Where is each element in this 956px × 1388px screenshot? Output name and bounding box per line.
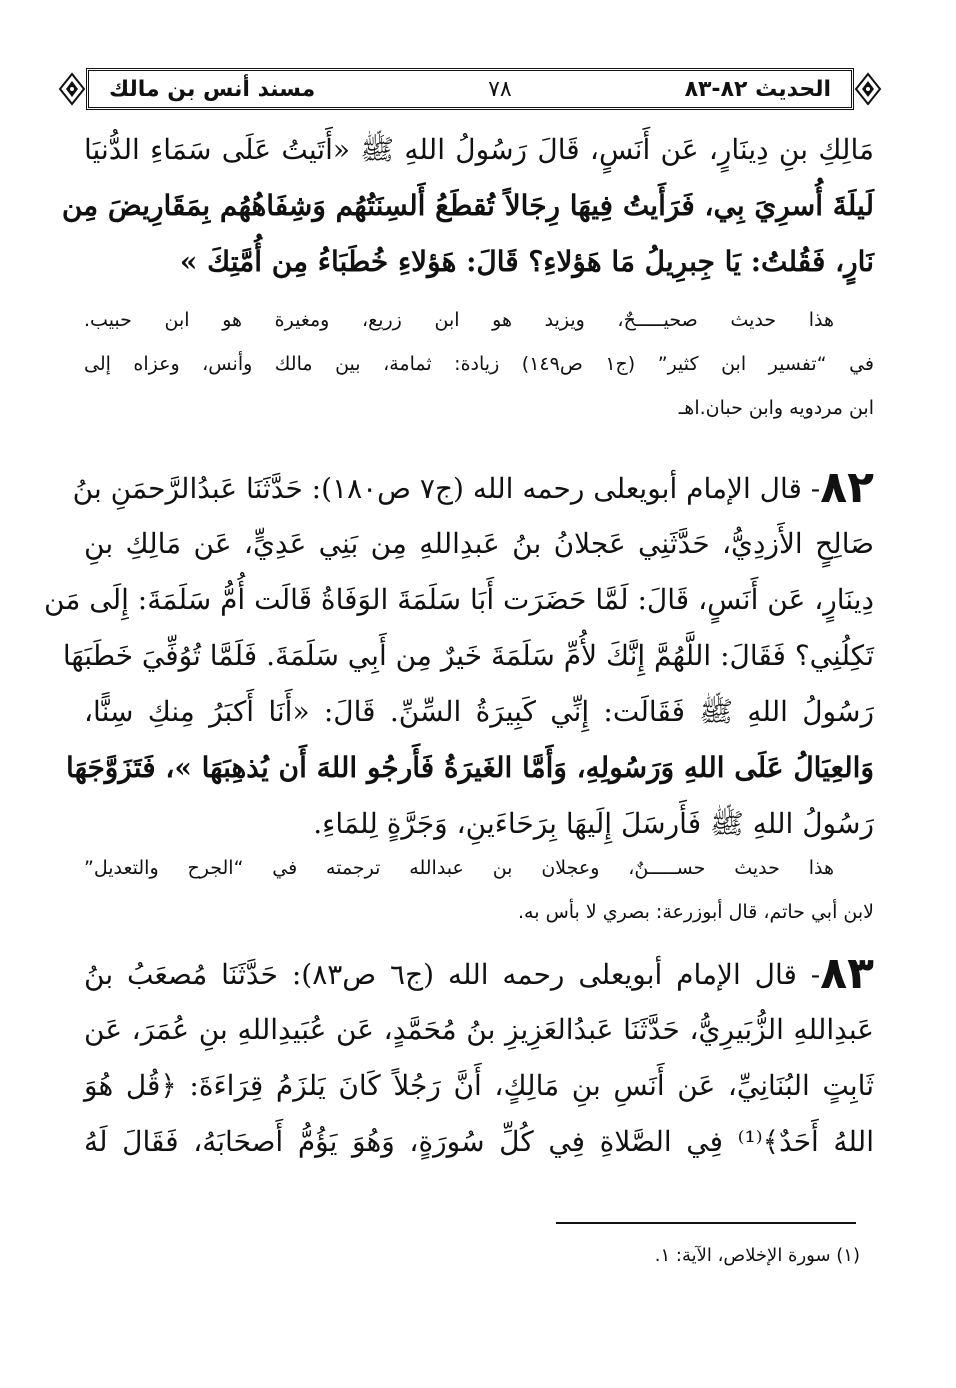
text-line: مَالِكِ بنِ دِينَارٍ، عَن أَنَسٍ، قَالَ رَسُولُ اللهِ ﷺ «أَتَيتُ عَلَى سَمَاءِ الدُّنيَا xyxy=(84,133,874,166)
text-line: رَسُولُ اللهِ ﷺ فَقَالَت: إِنِّي كَبِيرَةُ السِّنِّ. قَالَ: «أَنَا أَكبَرُ مِنكِ سِنًّا، xyxy=(84,695,874,728)
hadith-first-line xyxy=(72,460,874,516)
hadith-82-commentary xyxy=(84,846,874,934)
text-line: نَارٍ، فَقُلتُ: يَا جِبرِيلُ مَا هَؤلاءِ؟ قَالَ: هَؤلاءِ خُطَبَاءُ مِن أُمَّتِكَ » xyxy=(179,245,874,278)
text-line: لابن أبي حاتم، قال أبوزرعة: بصري لا بأس به. xyxy=(518,901,874,923)
text-line: في “تفسير ابن كثير” (ج١ ص١٤٩) زيادة: ثمامة، بين مالك وأنس، وعزاه إلى xyxy=(84,353,874,375)
text-line: صَالِحٍ الأَزدِيُّ، حَدَّثَنِي عَجلانُ بنُ عَبدِاللهِ مِن بَنِي عَدِيٍّ، عَن مَالِكِ بنِ xyxy=(84,527,875,560)
text-line: تَكِلُنِي؟ فَقَالَ: اللَّهُمَّ إِنَّكَ لأُمِّ سَلَمَةَ خَيرٌ مِن أَبِي سَلَمَةَ. فَلَمَّا تُوُفِّيَ خَطَبَهَا xyxy=(62,639,874,672)
ornament-icon xyxy=(854,70,882,108)
footnote-divider xyxy=(556,1222,856,1224)
header-book-title: مسند أنس بن مالك xyxy=(109,76,316,102)
ornament-icon xyxy=(58,70,86,108)
footnote: (١) سورة الإخلاص، الآية: ١. xyxy=(654,1245,860,1266)
text-line: - قال الإمام أبويعلى رحمه الله (ج٧ ص١٨٠): حَدَّثَنَا عَبدُالرَّحمَنِ بنُ xyxy=(72,472,821,505)
text-line: لَيلَةَ أُسرِيَ بِي، فَرَأَيتُ فِيهَا رِجَالاً تُقطَعُ أَلسِنَتُهُم وَشِفَاهُهُم بِمَقَارِيضَ مِن xyxy=(61,189,874,222)
header-box xyxy=(86,68,854,110)
hadith-81-commentary xyxy=(84,298,874,430)
text-line: ثَابِتٍ البُنَانِيِّ، عَن أَنَسِ بنِ مَالِكٍ، أَنَّ رَجُلاً كَانَ يَلزَمُ قِرَاءَةَ: ﴿قُل هُوَ xyxy=(84,1069,874,1102)
text-line: وَالعِيَالُ عَلَى اللهِ وَرَسُولِهِ، وَأَمَّا الغَيرَةُ فَأَرجُو اللهَ أَن يُذهِبَهَا »، فَتَزَوَّجَهَا xyxy=(66,751,874,784)
hadith-number: ٨٢ xyxy=(820,462,874,513)
page-number: ٧٨ xyxy=(488,76,512,102)
hadith-first-line xyxy=(84,946,874,1002)
hadith-82-text xyxy=(44,460,875,852)
text-line: ابن مردويه وابن حبان.اهـ xyxy=(678,397,874,419)
page-header xyxy=(58,68,882,110)
hadith-83-text xyxy=(84,946,874,1170)
text-line: - قال الإمام أبويعلى رحمه الله (ج٦ ص٨٣): حَدَّثَنَا مُصعَبُ بنُ xyxy=(84,958,821,991)
header-hadith-range: الحديث ٨٢-٨٣ xyxy=(684,76,831,102)
hadith-81-text xyxy=(61,122,874,290)
text-line: هذا حديث صحيـــــحٌ، ويزيد هو ابن زريع، ومغيرة هو ابن حبيب. xyxy=(84,309,834,331)
text-line: دِينَارٍ، عَن أَنَسٍ، قَالَ: لَمَّا حَضَرَت أَبَا سَلَمَةَ الوَفَاةُ قَالَت أُمُّ سَلَمَةَ: إِلَى مَن xyxy=(44,583,874,616)
text-line: هذا حديث حســـــنٌ، وعجلان بن عبدالله ترجمته في “الجرح والتعديل” xyxy=(84,857,834,879)
hadith-number: ٨٣ xyxy=(820,948,874,999)
text-line: عَبدِاللهِ الزُّبَيرِيُّ، حَدَّثَنَا عَبدُالعَزِيزِ بنُ مُحَمَّدٍ، عَن عُبَيدِاللهِ بنِ عُمَرَ، عَن xyxy=(84,1013,874,1046)
text-line: رَسُولُ اللهِ ﷺ فَأَرسَلَ إِلَيهَا بِرَحَاءَينِ، وَجَرَّةٍ لِلمَاءِ. xyxy=(313,807,874,840)
text-line: اللهُ أَحَدٌ﴾⁽¹⁾ فِي الصَّلاةِ فِي كُلِّ سُورَةٍ، وَهُوَ يَؤُمُّ أَصحَابَهُ، فَقَالَ لَهُ xyxy=(84,1125,874,1158)
